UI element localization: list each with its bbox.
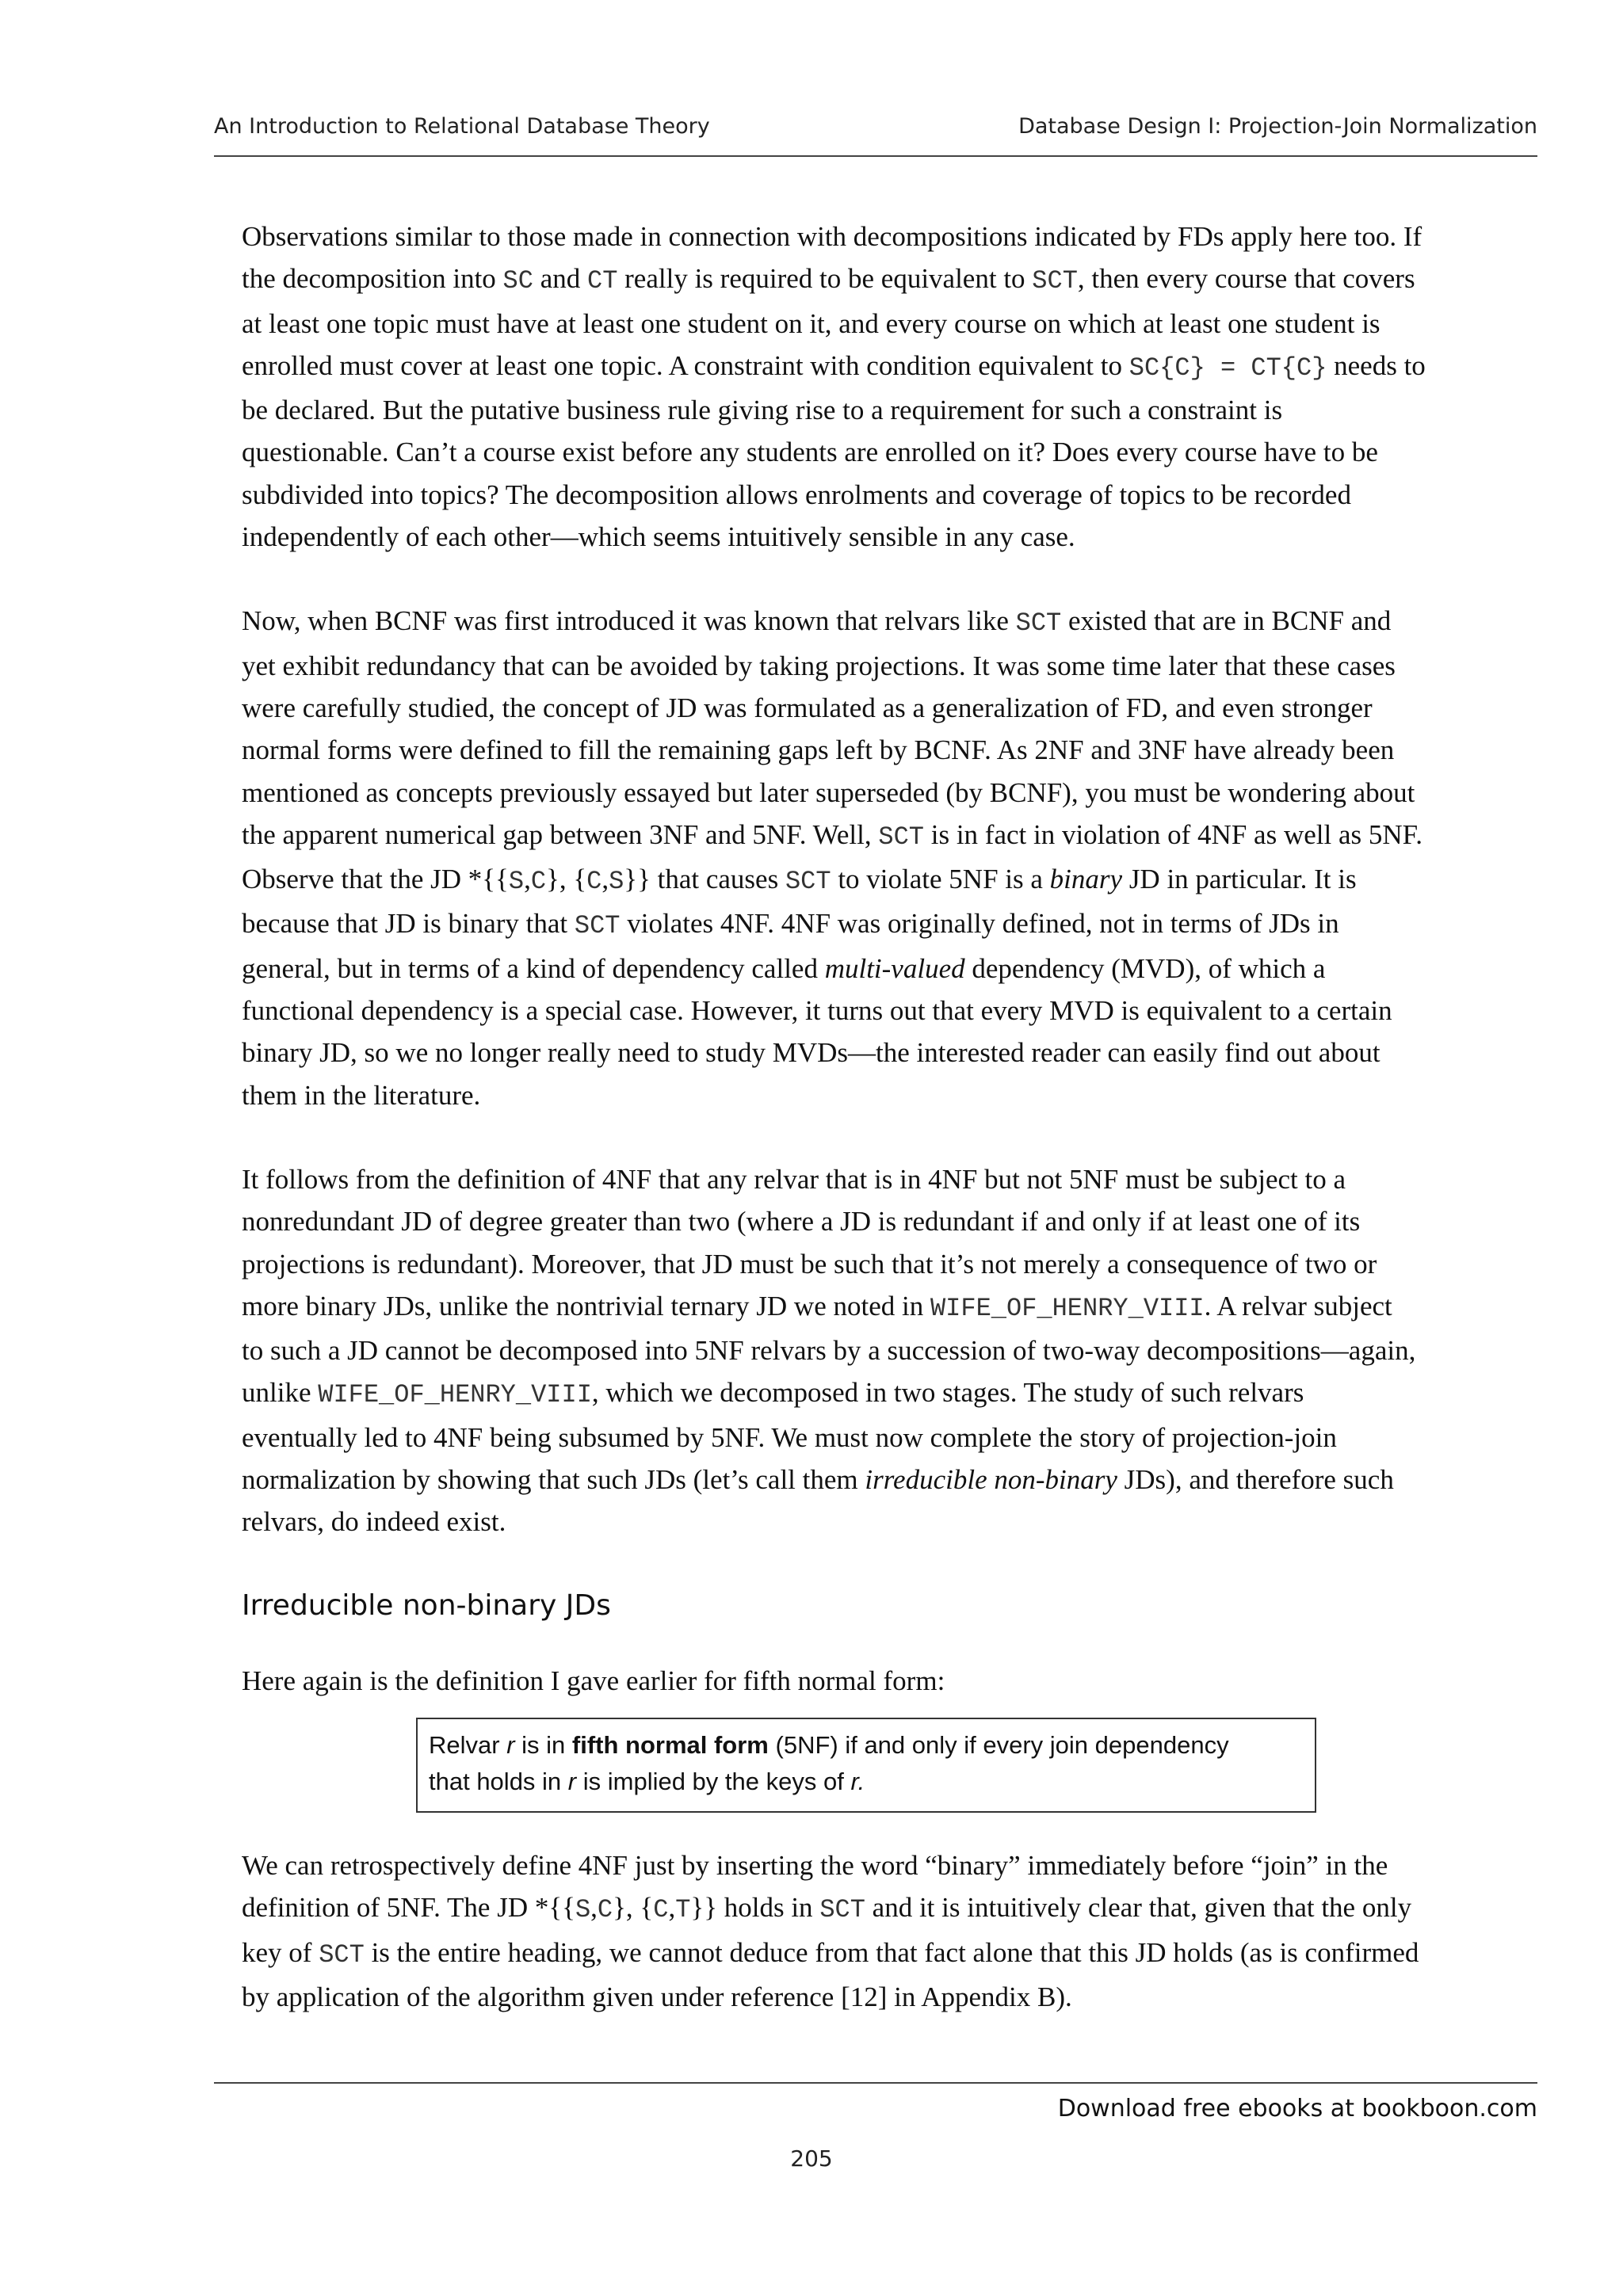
text-line: questionable. Can’t a course exist before any students are enrolled on it? Does every course have to be bbox=[242, 437, 1378, 468]
emphasis: multi-valued bbox=[824, 952, 965, 984]
footer-divider bbox=[214, 2082, 1537, 2084]
definition-box bbox=[416, 1718, 1316, 1813]
text-line: to such a JD cannot be decomposed into 5NF relvars by a succession of two-way decompositions—again, bbox=[242, 1335, 1416, 1367]
text-line: It follows from the definition of 4NF that any relvar that is in 4NF but not 5NF must be subject to a bbox=[242, 1163, 1346, 1195]
page-number: 205 bbox=[790, 2145, 833, 2172]
text-line: functional dependency is a special case. However, it turns out that every MVD is equivalent to a certain bbox=[242, 995, 1392, 1027]
code-sct: SCT bbox=[319, 1939, 365, 1970]
text-line: enrolled must cover at least one topic. A constraint with condition equivalent to SC{C} = CT{C} needs to bbox=[242, 349, 1426, 383]
text-line: projections is redundant). Moreover, that JD must be such that it’s not merely a consequence of two or bbox=[242, 1248, 1377, 1280]
text-line: were carefully studied, the concept of JD was formulated as a generalization of FD, and even stronger bbox=[242, 692, 1373, 723]
text-line: Observations similar to those made in connection with decompositions indicated by FDs apply here too. If bbox=[242, 221, 1423, 252]
text-line: nonredundant JD of degree greater than two (where a JD is redundant if and only if at least one of its bbox=[242, 1206, 1361, 1238]
paragraph-4 bbox=[242, 1660, 1518, 1702]
text-line: the decomposition into SC and CT really is required to be equivalent to SCT, then every course that covers bbox=[242, 263, 1415, 296]
text-line: Observe that the JD *{{S,C}, {C,S}} that causes SCT to violate 5NF is a binary JD in particular. It is bbox=[242, 864, 1357, 897]
definition-line: Relvar r is in fifth normal form (5NF) if and only if every join dependency bbox=[429, 1730, 1229, 1759]
paragraph-1 bbox=[242, 215, 1518, 558]
defined-term: fifth normal form bbox=[571, 1730, 769, 1759]
page-body bbox=[242, 215, 1518, 2060]
text-line: the apparent numerical gap between 3NF and 5NF. Well, SCT is in fact in violation of 4NF as well as 5NF. bbox=[242, 818, 1423, 852]
code-sct: SCT bbox=[1015, 608, 1062, 639]
text-line: yet exhibit redundancy that can be avoided by taking projections. It was some time later that these cases bbox=[242, 650, 1396, 681]
text-line: independently of each other—which seems intuitively sensible in any case. bbox=[242, 521, 1075, 553]
text-line: unlike WIFE_OF_HENRY_VIII, which we decomposed in two stages. The study of such relvars bbox=[242, 1377, 1304, 1410]
section-heading: Irreducible non-binary JDs bbox=[242, 1589, 611, 1622]
code-sct: SCT bbox=[878, 822, 924, 852]
code-wife-of-henry: WIFE_OF_HENRY_VIII bbox=[318, 1380, 592, 1410]
text-line: general, but in terms of a kind of dependency called multi-valued dependency (MVD), of which a bbox=[242, 952, 1326, 984]
code-sct: SCT bbox=[574, 911, 621, 941]
code-sc: SC bbox=[502, 266, 533, 296]
text-line: Here again is the definition I gave earlier for fifth normal form: bbox=[242, 1665, 945, 1696]
text-line: binary JD, so we no longer really need to study MVDs—the interested reader can easily find out about bbox=[242, 1037, 1381, 1069]
code-sct: SCT bbox=[1032, 266, 1078, 296]
code-wife-of-henry: WIFE_OF_HENRY_VIII bbox=[930, 1293, 1205, 1323]
text-line: normalization by showing that such JDs (let’s call them irreducible non-binary JDs), and therefore such bbox=[242, 1464, 1394, 1496]
text-line: definition of 5NF. The JD *{{S,C}, {C,T}} holds in SCT and it is intuitively clear that, given that the only bbox=[242, 1892, 1412, 1925]
text-line: them in the literature. bbox=[242, 1079, 481, 1111]
bookboon-download-link[interactable]: Download free ebooks at bookboon.com bbox=[1057, 2095, 1537, 2122]
text-line: normal forms were defined to fill the remaining gaps left by BCNF. As 2NF and 3NF have already been bbox=[242, 734, 1395, 766]
text-line: Now, when BCNF was first introduced it was known that relvars like SCT existed that are in BCNF and bbox=[242, 605, 1392, 639]
text-line: key of SCT is the entire heading, we cannot deduce from that fact alone that this JD holds (as is confirmed bbox=[242, 1936, 1419, 1970]
text-line: mentioned as concepts previously essayed but later superseded (by BCNF), you must be wondering about bbox=[242, 776, 1415, 808]
code-sct: SCT bbox=[819, 1895, 865, 1925]
text-line: subdivided into topics? The decomposition allows enrolments and coverage of topics to be recorded bbox=[242, 479, 1351, 510]
text-line: at least one topic must have at least one student on it, and every course on which at least one student is bbox=[242, 307, 1381, 339]
definition-line: that holds in r is implied by the keys of r. bbox=[429, 1767, 865, 1795]
text-line: be declared. But the putative business rule giving rise to a requirement for such a constraint is bbox=[242, 395, 1283, 426]
emphasis: irreducible non-binary bbox=[865, 1464, 1117, 1496]
running-header bbox=[214, 111, 1537, 157]
paragraph-5 bbox=[242, 1844, 1518, 2018]
code-constraint: SC{C} = CT{C} bbox=[1128, 353, 1327, 383]
text-line: eventually led to 4NF being subsumed by 5NF. We must now complete the story of projection-join bbox=[242, 1421, 1337, 1453]
paragraph-3 bbox=[242, 1158, 1518, 1543]
code-sct: SCT bbox=[785, 867, 831, 897]
text-line: We can retrospectively define 4NF just by inserting the word “binary” immediately before “join” in the bbox=[242, 1849, 1388, 1881]
text-line: relvars, do indeed exist. bbox=[242, 1506, 506, 1538]
text-line: more binary JDs, unlike the nontrivial ternary JD we noted in WIFE_OF_HENRY_VIII. A relvar subject bbox=[242, 1290, 1392, 1323]
text-line: because that JD is binary that SCT violates 4NF. 4NF was originally defined, not in terms of JDs in bbox=[242, 908, 1339, 941]
text-line: by application of the algorithm given under reference [12] in Appendix B). bbox=[242, 1981, 1072, 2012]
chapter-title: Database Design I: Projection-Join Normalization bbox=[1018, 114, 1537, 139]
code-ct: CT bbox=[587, 266, 618, 296]
book-title: An Introduction to Relational Database Theory bbox=[214, 114, 710, 139]
paragraph-2 bbox=[242, 600, 1518, 1116]
emphasis: binary bbox=[1049, 864, 1123, 895]
